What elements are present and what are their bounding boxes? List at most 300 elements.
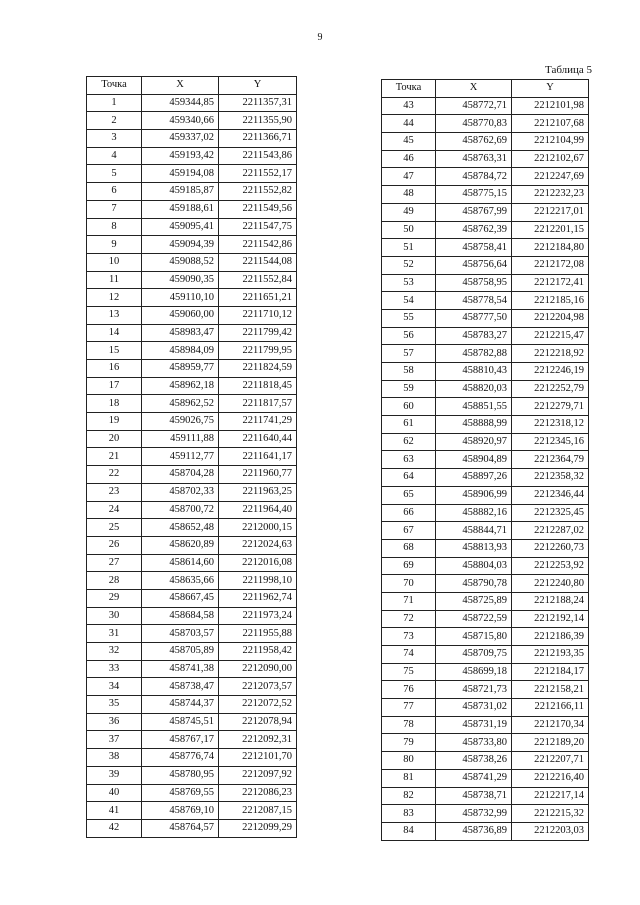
y-coordinate-cell: 2212184,17: [512, 663, 589, 681]
point-number-cell: 65: [382, 486, 436, 504]
x-coordinate-cell: 459111,88: [142, 430, 219, 448]
point-number-cell: 24: [87, 501, 142, 519]
y-coordinate-cell: 2212097,92: [219, 766, 297, 784]
x-coordinate-cell: 458780,95: [142, 766, 219, 784]
x-coordinate-cell: 458738,26: [436, 752, 512, 770]
y-coordinate-cell: 2212188,24: [512, 592, 589, 610]
x-coordinate-cell: 458776,74: [142, 749, 219, 767]
table-row: [87, 766, 297, 784]
point-number-cell: 60: [382, 398, 436, 416]
table-row: [87, 165, 297, 183]
y-coordinate-cell: 2211741,29: [219, 413, 297, 431]
x-coordinate-cell: 459185,87: [142, 183, 219, 201]
x-coordinate-cell: 458984,09: [142, 342, 219, 360]
x-coordinate-cell: 458777,50: [436, 309, 512, 327]
y-coordinate-cell: 2212073,57: [219, 678, 297, 696]
x-coordinate-cell: 459094,39: [142, 236, 219, 254]
point-number-cell: 33: [87, 660, 142, 678]
table-row: [87, 501, 297, 519]
x-coordinate-cell: 458758,41: [436, 239, 512, 257]
point-number-cell: 26: [87, 536, 142, 554]
y-coordinate-cell: 2212024,63: [219, 536, 297, 554]
table-row: [382, 699, 589, 717]
point-number-cell: 67: [382, 522, 436, 540]
table-row: [87, 253, 297, 271]
point-number-cell: 36: [87, 713, 142, 731]
table-row: [87, 271, 297, 289]
point-number-cell: 9: [87, 236, 142, 254]
y-coordinate-cell: 2212086,23: [219, 784, 297, 802]
point-number-cell: 66: [382, 504, 436, 522]
point-number-cell: 35: [87, 696, 142, 714]
point-number-cell: 46: [382, 150, 436, 168]
table-caption: Таблица 5: [545, 64, 593, 76]
point-number-cell: 27: [87, 554, 142, 572]
table-row: [87, 200, 297, 218]
x-coordinate-cell: 458667,45: [142, 589, 219, 607]
point-number-cell: 73: [382, 628, 436, 646]
table-row: [87, 554, 297, 572]
point-number-cell: 12: [87, 289, 142, 307]
table-row: [382, 203, 589, 221]
table-row: [382, 150, 589, 168]
y-coordinate-cell: 2212364,79: [512, 451, 589, 469]
point-number-cell: 29: [87, 589, 142, 607]
point-number-cell: 69: [382, 557, 436, 575]
table-row: [87, 395, 297, 413]
point-number-cell: 21: [87, 448, 142, 466]
table-row: [87, 430, 297, 448]
point-number-cell: 78: [382, 716, 436, 734]
y-coordinate-cell: 2212107,68: [512, 115, 589, 133]
y-coordinate-cell: 2211817,57: [219, 395, 297, 413]
x-coordinate-cell: 458882,16: [436, 504, 512, 522]
point-number-cell: 54: [382, 292, 436, 310]
point-number-cell: 83: [382, 805, 436, 823]
x-coordinate-cell: 458962,52: [142, 395, 219, 413]
x-coordinate-cell: 458699,18: [436, 663, 512, 681]
y-coordinate-cell: 2212279,71: [512, 398, 589, 416]
table-row: [382, 433, 589, 451]
y-coordinate-cell: 2211799,42: [219, 324, 297, 342]
point-number-cell: 63: [382, 451, 436, 469]
y-coordinate-cell: 2212102,67: [512, 150, 589, 168]
table-row: [382, 115, 589, 133]
table-row: [382, 168, 589, 186]
x-coordinate-cell: 459060,00: [142, 306, 219, 324]
y-coordinate-cell: 2211366,71: [219, 130, 297, 148]
point-number-cell: 20: [87, 430, 142, 448]
column-header-x: X: [142, 77, 219, 95]
y-coordinate-cell: 2211964,40: [219, 501, 297, 519]
x-coordinate-cell: 458741,38: [142, 660, 219, 678]
x-coordinate-cell: 458813,93: [436, 539, 512, 557]
table-row: [87, 147, 297, 165]
table-row: [87, 112, 297, 130]
table-row: [382, 469, 589, 487]
table-row: [382, 345, 589, 363]
y-coordinate-cell: 2212240,80: [512, 575, 589, 593]
table-row: [87, 519, 297, 537]
x-coordinate-cell: 459340,66: [142, 112, 219, 130]
x-coordinate-cell: 458614,60: [142, 554, 219, 572]
x-coordinate-cell: 458738,71: [436, 787, 512, 805]
x-coordinate-cell: 458722,59: [436, 610, 512, 628]
table-row: [382, 416, 589, 434]
point-number-cell: 41: [87, 802, 142, 820]
y-coordinate-cell: 2211960,77: [219, 466, 297, 484]
point-number-cell: 56: [382, 327, 436, 345]
x-coordinate-cell: 458770,83: [436, 115, 512, 133]
table-row: [382, 734, 589, 752]
point-number-cell: 68: [382, 539, 436, 557]
y-coordinate-cell: 2212318,12: [512, 416, 589, 434]
point-number-cell: 75: [382, 663, 436, 681]
y-coordinate-cell: 2212207,71: [512, 752, 589, 770]
y-coordinate-cell: 2212099,29: [219, 819, 297, 837]
y-coordinate-cell: 2212204,98: [512, 309, 589, 327]
table-row: [87, 643, 297, 661]
x-coordinate-cell: 458715,80: [436, 628, 512, 646]
y-coordinate-cell: 2211963,25: [219, 483, 297, 501]
point-number-cell: 76: [382, 681, 436, 699]
y-coordinate-cell: 2211544,08: [219, 253, 297, 271]
table-row: [382, 752, 589, 770]
x-coordinate-cell: 458733,80: [436, 734, 512, 752]
point-number-cell: 17: [87, 377, 142, 395]
y-coordinate-cell: 2212104,99: [512, 133, 589, 151]
y-coordinate-cell: 2212252,79: [512, 380, 589, 398]
y-coordinate-cell: 2212201,15: [512, 221, 589, 239]
x-coordinate-cell: 458767,99: [436, 203, 512, 221]
y-coordinate-cell: 2211962,74: [219, 589, 297, 607]
x-coordinate-cell: 458804,03: [436, 557, 512, 575]
table-row: [382, 610, 589, 628]
point-number-cell: 22: [87, 466, 142, 484]
y-coordinate-cell: 2212217,01: [512, 203, 589, 221]
y-coordinate-cell: 2212087,15: [219, 802, 297, 820]
x-coordinate-cell: 458851,55: [436, 398, 512, 416]
y-coordinate-cell: 2212016,08: [219, 554, 297, 572]
y-coordinate-cell: 2212189,20: [512, 734, 589, 752]
table-row: [87, 678, 297, 696]
y-coordinate-cell: 2212232,23: [512, 186, 589, 204]
x-coordinate-cell: 458769,55: [142, 784, 219, 802]
x-coordinate-cell: 458684,58: [142, 607, 219, 625]
x-coordinate-cell: 458741,29: [436, 769, 512, 787]
x-coordinate-cell: 459110,10: [142, 289, 219, 307]
y-coordinate-cell: 2212172,08: [512, 256, 589, 274]
table-row: [382, 327, 589, 345]
y-coordinate-cell: 2211824,59: [219, 360, 297, 378]
point-number-cell: 74: [382, 646, 436, 664]
table-row: [87, 784, 297, 802]
point-number-cell: 80: [382, 752, 436, 770]
point-number-cell: 49: [382, 203, 436, 221]
y-coordinate-cell: 2211973,24: [219, 607, 297, 625]
point-number-cell: 58: [382, 363, 436, 381]
table-row: [382, 380, 589, 398]
x-coordinate-cell: 458772,71: [436, 97, 512, 115]
table-row: [382, 133, 589, 151]
column-header-point: Точка: [87, 77, 142, 95]
x-coordinate-cell: 458778,54: [436, 292, 512, 310]
x-coordinate-cell: 458745,51: [142, 713, 219, 731]
point-number-cell: 38: [87, 749, 142, 767]
table-row: [382, 646, 589, 664]
x-coordinate-cell: 459090,35: [142, 271, 219, 289]
y-coordinate-cell: 2212218,92: [512, 345, 589, 363]
table-row: [382, 274, 589, 292]
table-row: [382, 592, 589, 610]
y-coordinate-cell: 2212203,03: [512, 822, 589, 840]
y-coordinate-cell: 2212158,21: [512, 681, 589, 699]
point-number-cell: 81: [382, 769, 436, 787]
x-coordinate-cell: 458775,15: [436, 186, 512, 204]
point-number-cell: 42: [87, 819, 142, 837]
point-number-cell: 64: [382, 469, 436, 487]
x-coordinate-cell: 458906,99: [436, 486, 512, 504]
x-coordinate-cell: 458783,27: [436, 327, 512, 345]
column-header-y: Y: [219, 77, 297, 95]
point-number-cell: 61: [382, 416, 436, 434]
table-row: [87, 536, 297, 554]
y-coordinate-cell: 2212185,16: [512, 292, 589, 310]
point-number-cell: 5: [87, 165, 142, 183]
x-coordinate-cell: 458702,33: [142, 483, 219, 501]
x-coordinate-cell: 458620,89: [142, 536, 219, 554]
point-number-cell: 11: [87, 271, 142, 289]
x-coordinate-cell: 458758,95: [436, 274, 512, 292]
x-coordinate-cell: 458810,43: [436, 363, 512, 381]
table-row: [382, 822, 589, 840]
x-coordinate-cell: 459088,52: [142, 253, 219, 271]
table-row: [382, 805, 589, 823]
table-row: [87, 466, 297, 484]
table-row: [382, 363, 589, 381]
y-coordinate-cell: 2211552,17: [219, 165, 297, 183]
table-row: [382, 681, 589, 699]
point-number-cell: 13: [87, 306, 142, 324]
column-header-x: X: [436, 80, 512, 98]
y-coordinate-cell: 2211799,95: [219, 342, 297, 360]
point-number-cell: 8: [87, 218, 142, 236]
point-number-cell: 55: [382, 309, 436, 327]
y-coordinate-cell: 2212325,45: [512, 504, 589, 522]
x-coordinate-cell: 458709,75: [436, 646, 512, 664]
coordinates-table-left: [86, 76, 297, 838]
table-row: [382, 256, 589, 274]
x-coordinate-cell: 458725,89: [436, 592, 512, 610]
y-coordinate-cell: 2212101,70: [219, 749, 297, 767]
y-coordinate-cell: 2211547,75: [219, 218, 297, 236]
table-row: [87, 94, 297, 112]
y-coordinate-cell: 2212092,31: [219, 731, 297, 749]
table-row: [87, 218, 297, 236]
x-coordinate-cell: 459188,61: [142, 200, 219, 218]
table-row: [87, 306, 297, 324]
table-row: [382, 663, 589, 681]
point-number-cell: 25: [87, 519, 142, 537]
x-coordinate-cell: 458983,47: [142, 324, 219, 342]
point-number-cell: 77: [382, 699, 436, 717]
x-coordinate-cell: 458904,89: [436, 451, 512, 469]
y-coordinate-cell: 2212166,11: [512, 699, 589, 717]
point-number-cell: 14: [87, 324, 142, 342]
x-coordinate-cell: 458731,19: [436, 716, 512, 734]
y-coordinate-cell: 2212216,40: [512, 769, 589, 787]
x-coordinate-cell: 458782,88: [436, 345, 512, 363]
table-header-row: [87, 77, 297, 95]
table-row: [382, 221, 589, 239]
x-coordinate-cell: 458763,31: [436, 150, 512, 168]
table-row: [382, 716, 589, 734]
y-coordinate-cell: 2211549,56: [219, 200, 297, 218]
x-coordinate-cell: 458721,73: [436, 681, 512, 699]
point-number-cell: 44: [382, 115, 436, 133]
point-number-cell: 3: [87, 130, 142, 148]
point-number-cell: 6: [87, 183, 142, 201]
point-number-cell: 1: [87, 94, 142, 112]
table-row: [382, 539, 589, 557]
point-number-cell: 47: [382, 168, 436, 186]
x-coordinate-cell: 458784,72: [436, 168, 512, 186]
x-coordinate-cell: 458705,89: [142, 643, 219, 661]
x-coordinate-cell: 458635,66: [142, 572, 219, 590]
point-number-cell: 28: [87, 572, 142, 590]
point-number-cell: 71: [382, 592, 436, 610]
point-number-cell: 32: [87, 643, 142, 661]
point-number-cell: 82: [382, 787, 436, 805]
x-coordinate-cell: 458736,89: [436, 822, 512, 840]
table-row: [87, 731, 297, 749]
table-row: [87, 572, 297, 590]
table-row: [87, 819, 297, 837]
y-coordinate-cell: 2212345,16: [512, 433, 589, 451]
table-row: [87, 696, 297, 714]
table-row: [87, 342, 297, 360]
y-coordinate-cell: 2211998,10: [219, 572, 297, 590]
point-number-cell: 7: [87, 200, 142, 218]
point-number-cell: 37: [87, 731, 142, 749]
y-coordinate-cell: 2212246,19: [512, 363, 589, 381]
table-row: [87, 413, 297, 431]
point-number-cell: 40: [87, 784, 142, 802]
x-coordinate-cell: 458704,28: [142, 466, 219, 484]
x-coordinate-cell: 458738,47: [142, 678, 219, 696]
point-number-cell: 62: [382, 433, 436, 451]
table-row: [87, 802, 297, 820]
x-coordinate-cell: 458700,72: [142, 501, 219, 519]
table-row: [382, 769, 589, 787]
table-row: [382, 486, 589, 504]
point-number-cell: 79: [382, 734, 436, 752]
point-number-cell: 34: [87, 678, 142, 696]
y-coordinate-cell: 2211958,42: [219, 643, 297, 661]
point-number-cell: 72: [382, 610, 436, 628]
x-coordinate-cell: 458703,57: [142, 625, 219, 643]
y-coordinate-cell: 2212170,34: [512, 716, 589, 734]
table-row: [382, 787, 589, 805]
point-number-cell: 52: [382, 256, 436, 274]
y-coordinate-cell: 2211818,45: [219, 377, 297, 395]
point-number-cell: 4: [87, 147, 142, 165]
y-coordinate-cell: 2212192,14: [512, 610, 589, 628]
point-number-cell: 10: [87, 253, 142, 271]
y-coordinate-cell: 2212247,69: [512, 168, 589, 186]
y-coordinate-cell: 2212215,32: [512, 805, 589, 823]
table-row: [87, 749, 297, 767]
y-coordinate-cell: 2212217,14: [512, 787, 589, 805]
table-row: [382, 522, 589, 540]
point-number-cell: 2: [87, 112, 142, 130]
x-coordinate-cell: 458897,26: [436, 469, 512, 487]
y-coordinate-cell: 2211955,88: [219, 625, 297, 643]
coordinates-table-right: [381, 79, 589, 841]
table-row: [382, 292, 589, 310]
x-coordinate-cell: 458888,99: [436, 416, 512, 434]
table-row: [87, 377, 297, 395]
table-row: [382, 398, 589, 416]
y-coordinate-cell: 2211357,31: [219, 94, 297, 112]
y-coordinate-cell: 2212260,73: [512, 539, 589, 557]
y-coordinate-cell: 2212172,41: [512, 274, 589, 292]
x-coordinate-cell: 459344,85: [142, 94, 219, 112]
x-coordinate-cell: 458769,10: [142, 802, 219, 820]
x-coordinate-cell: 458844,71: [436, 522, 512, 540]
table-row: [87, 130, 297, 148]
y-coordinate-cell: 2212287,02: [512, 522, 589, 540]
table-row: [87, 324, 297, 342]
table-row: [382, 97, 589, 115]
table-row: [87, 448, 297, 466]
x-coordinate-cell: 459095,41: [142, 218, 219, 236]
x-coordinate-cell: 458762,69: [436, 133, 512, 151]
table-row: [87, 236, 297, 254]
table-row: [87, 660, 297, 678]
y-coordinate-cell: 2212090,00: [219, 660, 297, 678]
y-coordinate-cell: 2212186,39: [512, 628, 589, 646]
point-number-cell: 57: [382, 345, 436, 363]
x-coordinate-cell: 459112,77: [142, 448, 219, 466]
y-coordinate-cell: 2212078,94: [219, 713, 297, 731]
y-coordinate-cell: 2212253,92: [512, 557, 589, 575]
x-coordinate-cell: 458652,48: [142, 519, 219, 537]
page-number: 9: [317, 32, 323, 43]
table-row: [87, 607, 297, 625]
table-row: [382, 557, 589, 575]
x-coordinate-cell: 458731,02: [436, 699, 512, 717]
x-coordinate-cell: 458764,57: [142, 819, 219, 837]
y-coordinate-cell: 2211640,44: [219, 430, 297, 448]
point-number-cell: 16: [87, 360, 142, 378]
x-coordinate-cell: 459193,42: [142, 147, 219, 165]
point-number-cell: 43: [382, 97, 436, 115]
table-row: [382, 628, 589, 646]
x-coordinate-cell: 458732,99: [436, 805, 512, 823]
point-number-cell: 30: [87, 607, 142, 625]
point-number-cell: 19: [87, 413, 142, 431]
point-number-cell: 31: [87, 625, 142, 643]
point-number-cell: 45: [382, 133, 436, 151]
point-number-cell: 50: [382, 221, 436, 239]
y-coordinate-cell: 2211552,82: [219, 183, 297, 201]
y-coordinate-cell: 2212101,98: [512, 97, 589, 115]
table-row: [382, 239, 589, 257]
x-coordinate-cell: 459194,08: [142, 165, 219, 183]
x-coordinate-cell: 458959,77: [142, 360, 219, 378]
point-number-cell: 70: [382, 575, 436, 593]
